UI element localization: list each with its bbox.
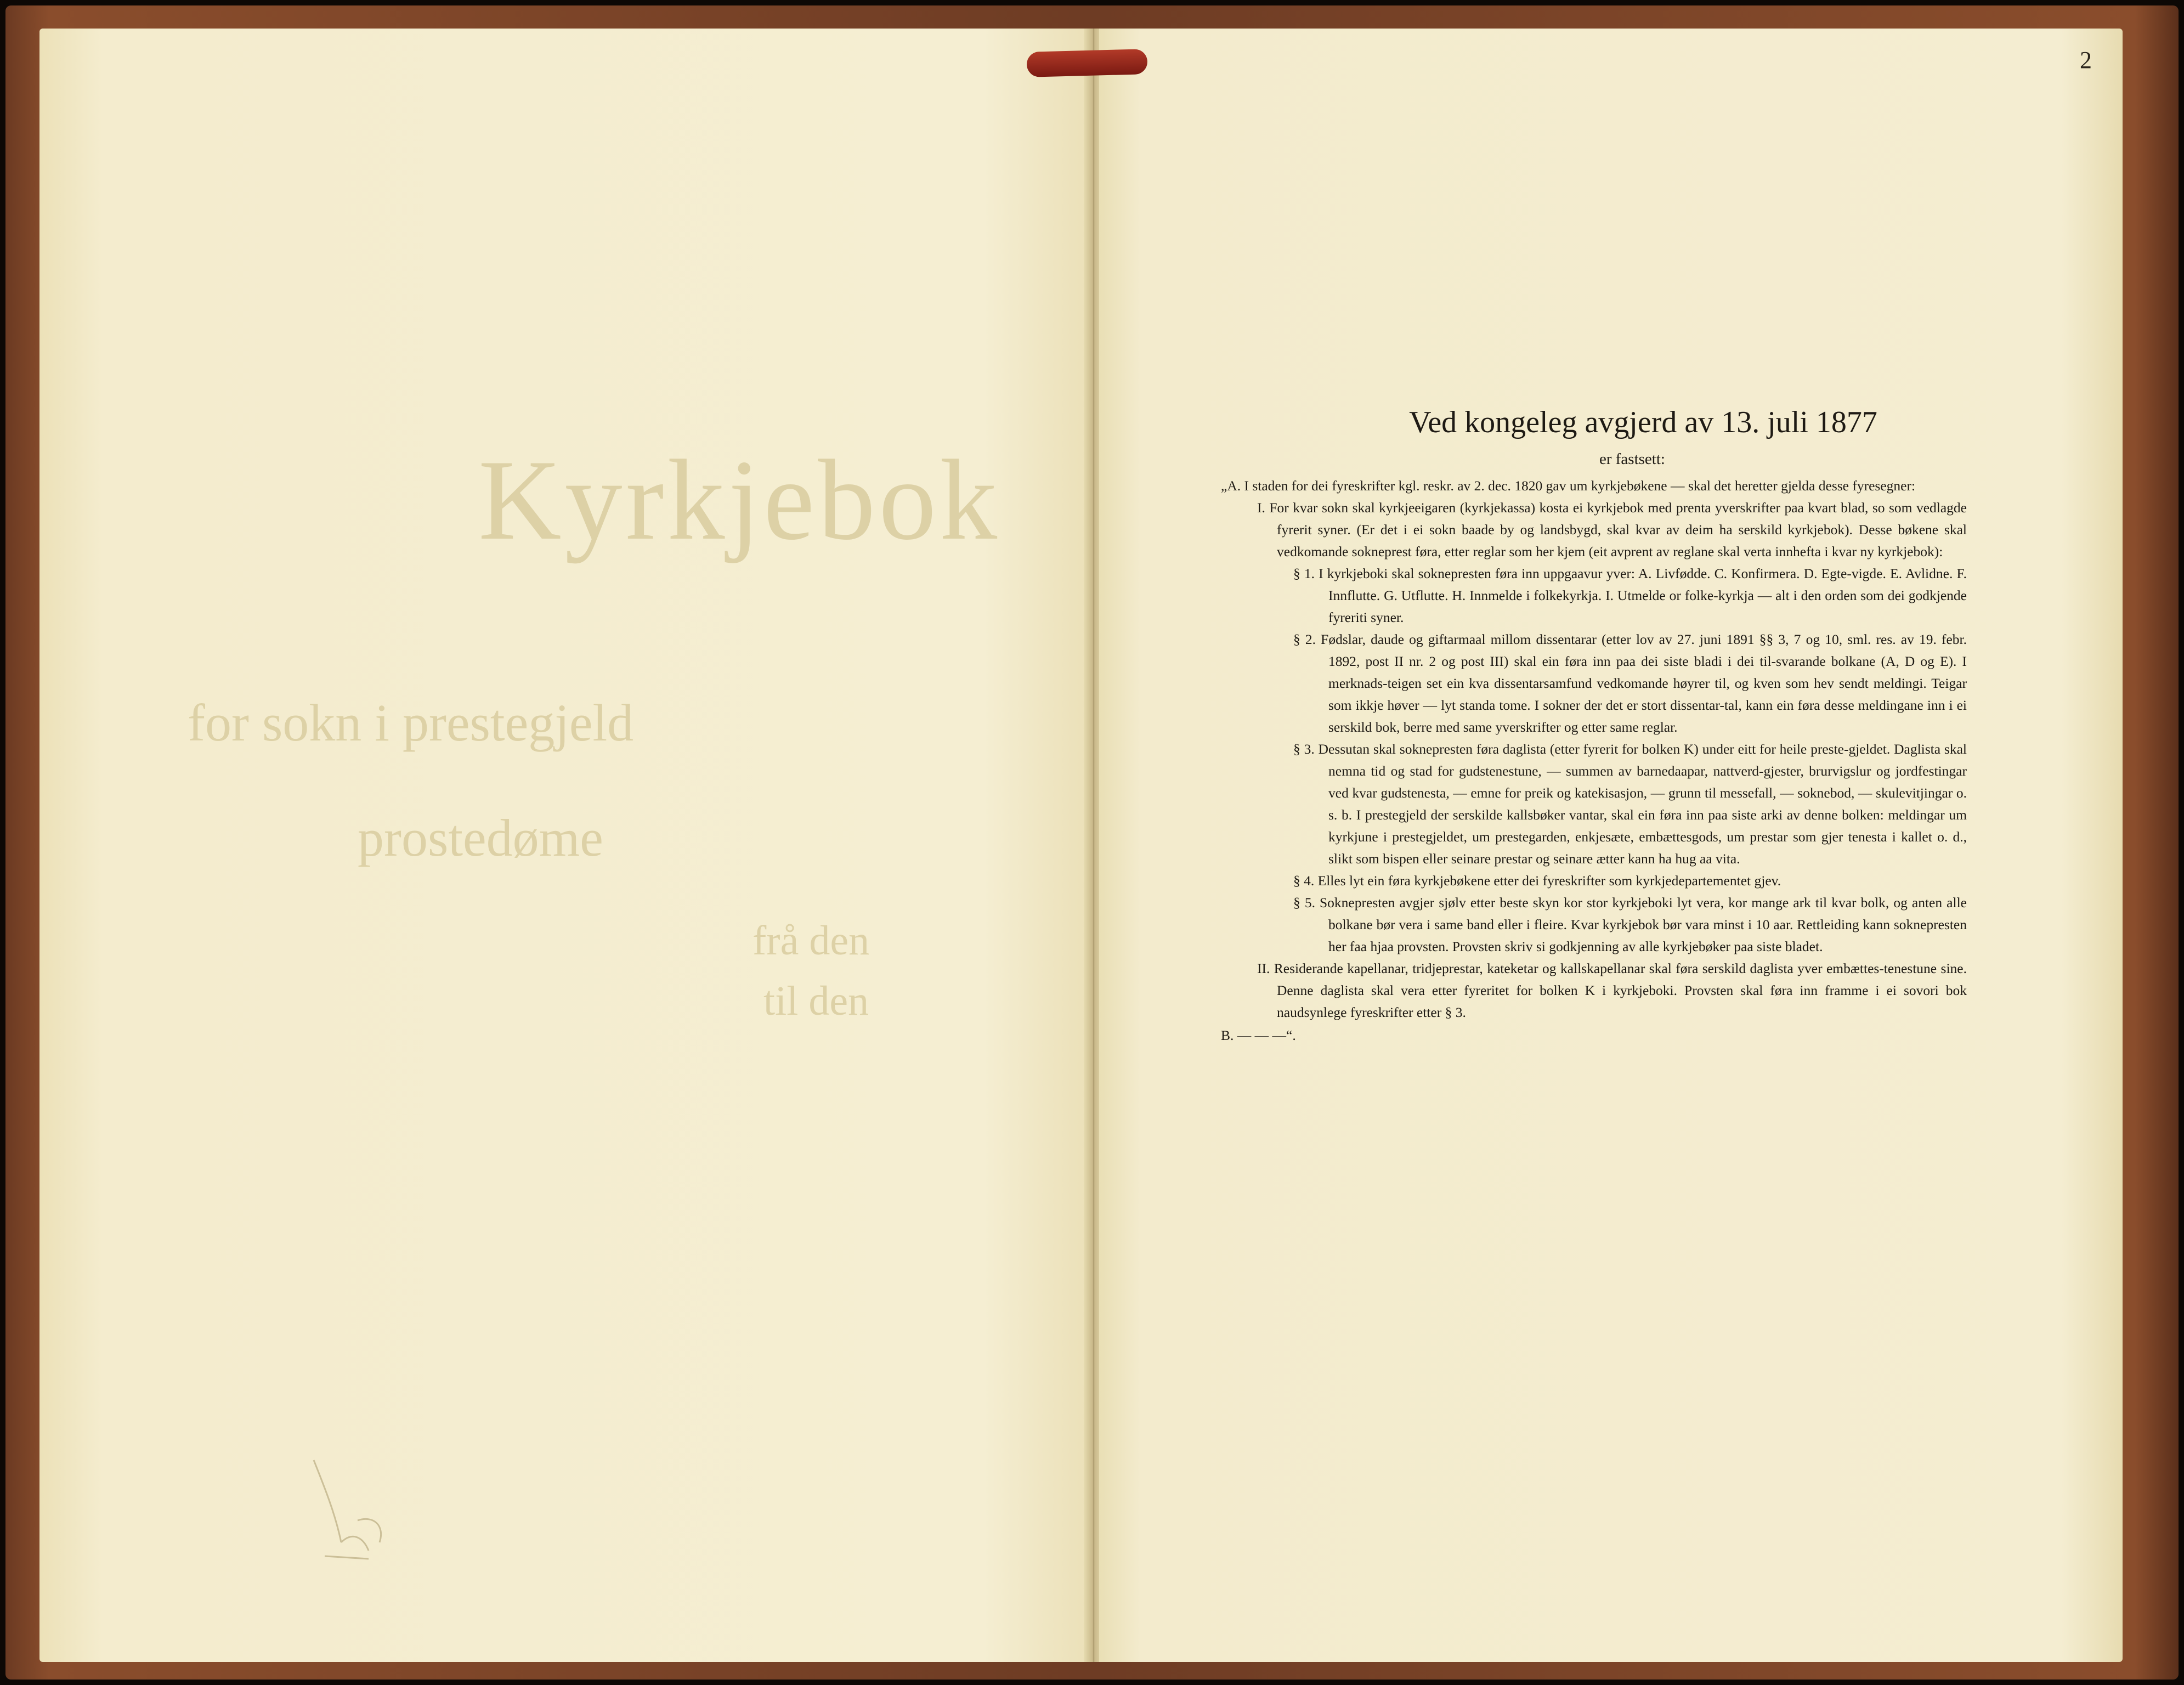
decree-subheading: er fastsett: bbox=[1599, 450, 1665, 468]
paragraph-section-5: § 5. Soknepresten avgjer sjølv etter beste skyn kor stor kyrkjeboki lyt vera, kor mange ark til kvar bolk, og anten alle bolkane bør vera i same band eller i fleire. Kvar kyrkjebok bør vara minst i 10 aar. Rettleiding kann soknepresten her faa hjaa provsten. Provsten skriv si godkjenning av alle kyrkjebøker paa siste bladet. bbox=[1293, 895, 1967, 954]
faded-parish-line: for sokn i prestegjeld bbox=[188, 693, 634, 752]
paragraph-section-3: § 3. Dessutan skal soknepresten føra daglista (etter fyrerit for bolken K) under eitt for heile preste-gjeldet. Daglista skal nemna tid og stad for gudstenestune, — summen av barnedaapar, nattverd-gjester, brurvigslur og jordfestingar ved kvar gudstenesta, — emne for preik og katekisasjon, — grunn til messefall, — soknebod, — skulevitjingar o. s. b. I prestegjeld der serskilde kallsbøker vantar, skal ein føra inn paa siste arki av denne bolken: meldingar um kyrkjune i prestegjeldet, um prestegarden, enkjesæte, embættesgods, um prestar som gjer tenesta i kallet o. d., slikt som bispen eller seinare prestar og seinare ætter kann ha hug aa vita. bbox=[1293, 741, 1967, 867]
left-page bbox=[39, 29, 1088, 1662]
faded-deanery-line: prostedøme bbox=[358, 808, 603, 867]
paragraph-b: B. — — —“. bbox=[1221, 1027, 1296, 1043]
faded-to-line: til den bbox=[763, 978, 869, 1024]
faded-from-line: frå den bbox=[752, 918, 870, 964]
paragraph-i: I. For kvar sokn skal kyrkjeeigaren (kyrkjekassa) kosta ei kyrkjebok med prenta yverskrifter paa kvart blad, so som vedlagde fyrerit syner. (Er det i ei sokn baade by og landsbygd, skal kvar av deim ha serskild kyrkjebok). Desse bøkene skal vedkomande sokneprest føra, etter reglar som her kjem (eit avprent av reglane skal verta innhefta i kvar ny kyrkjebok): bbox=[1257, 500, 1967, 559]
pencil-scribble-icon bbox=[303, 1455, 401, 1564]
decree-heading: Ved kongeleg avgjerd av 13. juli 1877 bbox=[1409, 405, 1877, 439]
paragraph-a: „A. I staden for dei fyreskrifter kgl. reskr. av 2. dec. 1820 gav um kyrkjebøkene — skal det heretter gjelda desse fyresegner: bbox=[1221, 478, 1916, 494]
page-number: 2 bbox=[2080, 47, 2092, 73]
bookmark-ribbon[interactable] bbox=[1026, 49, 1147, 77]
paragraph-ii: II. Residerande kapellanar, tridjeprestar, kateketar og kallskapellanar skal føra serskild daglista yver embættes-tenestune sine. Denne daglista skal vera etter fyreritet for bolken K i kyrkjeboki. Provsten skal føra inn framme i ei sovori bok naudsynlege fyreskrifter etter § 3. bbox=[1257, 960, 1967, 1020]
decree-text-block bbox=[1221, 400, 1967, 1047]
faded-title: Kyrkjebok bbox=[478, 437, 1001, 564]
paragraph-section-1: § 1. I kyrkjeboki skal soknepresten føra inn uppgaavur yver: A. Livfødde. C. Konfirmera. D. Egte-vigde. E. Avlidne. F. Innflutte. G. Utflutte. H. Innmelde i folkekyrkja. I. Utmelde or folke-kyrkja — alt i den orden som dei godkjende fyreriti syner. bbox=[1293, 566, 1967, 625]
paragraph-section-2: § 2. Fødslar, daude og giftarmaal millom dissentarar (etter lov av 27. juni 1891 §§ 3, 7 og 10, sml. res. av 19. febr. 1892, post II nr. 2 og post III) skal ein føra inn paa dei siste bladi i dei til-svarande bolkane (A, D og E). I merknads-teigen set ein kva dissentarsamfund vedkomande høyrer til, og kven som hev sendt meldingi. Teigar som ikkje høver — lyt standa tome. I sokner der det er stort dissentar-tal, kann ein føra desse meldingane inn i ei serskild bok, berre med same yverskrifter og etter same reglar. bbox=[1293, 631, 1967, 735]
paragraph-section-4: § 4. Elles lyt ein føra kyrkjebøkene etter dei fyreskrifter som kyrkjedepartementet gjev. bbox=[1293, 873, 1781, 889]
